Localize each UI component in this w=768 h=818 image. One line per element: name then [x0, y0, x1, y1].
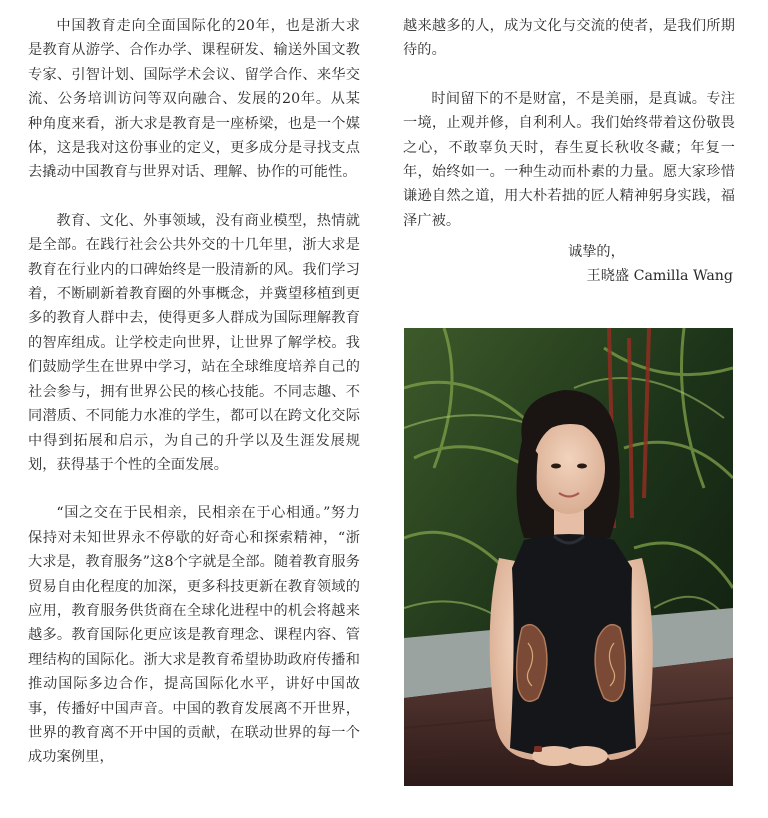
- signature-closing: 诚挚的，: [568, 244, 625, 260]
- signature-name: 王晓盛 Camilla Wang: [586, 268, 733, 284]
- paragraph-public-diplomacy: 教育、文化、外事领域，没有商业模型，热情就是全部。在践行社会公共外交的十几年里，浙大求是教育在行业内的口碑始终是一股清新的风。我们学习着，不断刷新着教育圈的外事概念，并冀望移植到更多的教育人群中去，使得更多人群成为国际理解教育的智库组成。让学校走向世界，让世界了解学校。我们鼓励学生在世界中学习，站在全球维度培养自己的社会参与，拥有世界公民的核心技能。不同志趣、不同潜质、不同能力水准的学生，都可以在跨文化交际中得到拓展和启示，为自己的升学以及生涯发展规划，获得基于个性的全面发展。: [28, 212, 360, 473]
- portrait-photo: [404, 328, 733, 786]
- paragraph-continuation: 越来越多的人，成为文化与交流的使者，是我们所期待的。: [403, 18, 735, 59]
- right-column: [403, 14, 735, 257]
- signature-block: [403, 240, 733, 288]
- portrait-illustration: [404, 328, 733, 786]
- paragraph-sincerity: 时间留下的不是财富，不是美丽，是真诚。专注一境，止观并修，自利利人。我们始终带着这份敬畏之心，不敢辜负天时，春生夏长秋收冬藏；年复一年，始终如一。一种生动而朴素的力量。愿大家珍惜谦逊自然之道，用大朴若拙的匠人精神躬身实践，福泽广被。: [403, 90, 735, 229]
- left-column: [28, 14, 360, 794]
- paragraph-education-service: “国之交在于民相亲，民相亲在于心相通。”努力保持对未知世界永不停歇的好奇心和探索精神，“浙大求是，教育服务”这8个字就是全部。随着教育服务贸易自由化程度的加深，更多科技更新在教育领域的应用，教育服务供货商在全球化进程中的机会将越来越多。教育国际化更应该是教育理念、课程内容、管理结构的国际化。浙大求是教育希望协助政府传播和推动国际多边合作，提高国际化水平，讲好中国故事，传播好中国声音。中国的教育发展离不开世界，世界的教育离不开中国的贡献，在联动世界的每一个成功案例里，: [28, 505, 360, 766]
- paragraph-intro: 中国教育走向全面国际化的20年，也是浙大求是教育从游学、合作办学、课程研发、输送外国文教专家、引智计划、国际学术会议、留学合作、来华交流、公务培训访问等双向融合、发展的20年。从某种角度来看，浙大求是教育是一座桥梁，也是一个媒体，这是我对这份事业的定义，更多成分是寻找支点去撬动中国教育与世界对话、理解、协作的可能性。: [28, 18, 360, 181]
